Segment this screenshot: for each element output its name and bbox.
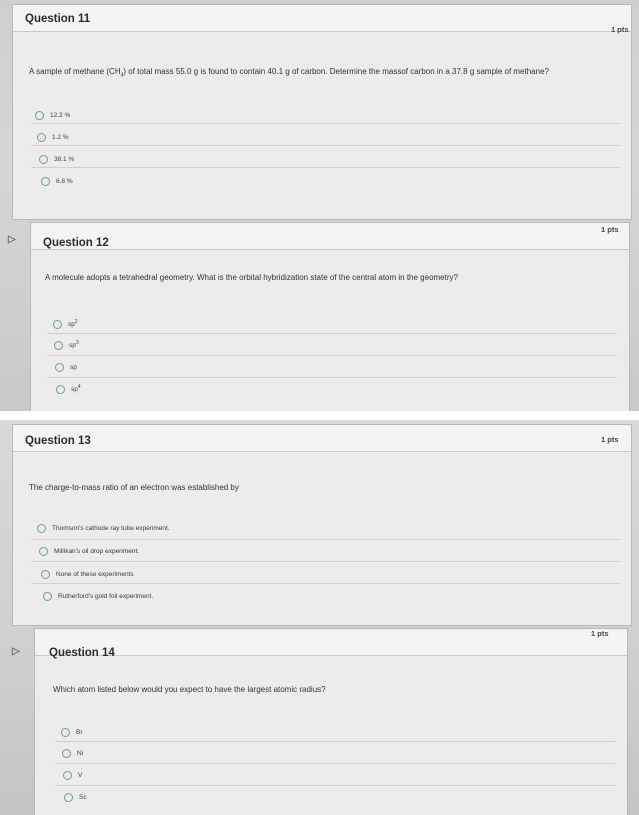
question-header bbox=[13, 425, 631, 452]
answer-option[interactable] bbox=[37, 521, 170, 535]
answer-option[interactable] bbox=[55, 360, 77, 374]
answer-label: $sp^2$ bbox=[68, 319, 78, 329]
radio-button[interactable] bbox=[41, 570, 50, 579]
answer-option[interactable] bbox=[56, 382, 81, 396]
question-text: The charge-to-mass ratio of an electron was established by bbox=[29, 483, 239, 492]
answer-option[interactable] bbox=[53, 317, 78, 331]
answer-label: 1.2 % bbox=[52, 133, 69, 141]
answer-option[interactable] bbox=[35, 108, 70, 122]
option-divider bbox=[31, 561, 621, 562]
question-header bbox=[35, 629, 627, 656]
question-title: Question 12 bbox=[43, 237, 109, 249]
answer-label: 38.1 % bbox=[54, 155, 75, 163]
radio-button[interactable] bbox=[56, 385, 65, 394]
answer-label: Sc bbox=[79, 793, 87, 801]
question-points: 1 pts bbox=[591, 629, 609, 638]
radio-button[interactable] bbox=[61, 728, 70, 737]
answer-label: Thomson's cathode ray tube experiment. bbox=[52, 524, 170, 532]
radio-button[interactable] bbox=[41, 177, 50, 186]
question-card-14 bbox=[34, 628, 628, 815]
answer-option[interactable] bbox=[64, 790, 87, 804]
radio-button[interactable] bbox=[64, 793, 73, 802]
option-divider bbox=[55, 785, 615, 786]
answer-option[interactable] bbox=[61, 725, 83, 739]
flag-icon[interactable]: ▷ bbox=[12, 646, 20, 657]
radio-button[interactable] bbox=[39, 155, 48, 164]
answer-label: 6.8 % bbox=[56, 177, 73, 185]
answer-option[interactable] bbox=[39, 152, 74, 166]
question-points: 1 pts bbox=[601, 435, 619, 444]
question-points: 1 pts bbox=[601, 225, 619, 234]
answer-option[interactable] bbox=[41, 174, 73, 188]
radio-button[interactable] bbox=[35, 111, 44, 120]
question-header bbox=[31, 223, 629, 250]
radio-button[interactable] bbox=[55, 363, 64, 372]
answer-label: None of these experiments bbox=[56, 570, 134, 578]
question-title: Question 11 bbox=[25, 13, 91, 25]
question-text: A molecule adopts a tetrahedral geometry. What is the orbital hybridization state of the central atom in the geometry? bbox=[45, 273, 458, 282]
option-divider bbox=[47, 377, 617, 378]
question-points: 1 pts bbox=[611, 25, 629, 34]
screenshot-photo-bottom bbox=[0, 420, 639, 815]
option-divider bbox=[31, 167, 621, 168]
question-card-11 bbox=[12, 4, 632, 220]
option-divider bbox=[47, 355, 617, 356]
answer-option[interactable] bbox=[62, 746, 83, 760]
option-divider bbox=[55, 763, 615, 764]
question-title: Question 14 bbox=[49, 647, 115, 659]
option-divider bbox=[31, 539, 621, 540]
question-header bbox=[13, 5, 631, 32]
flag-icon[interactable]: ▷ bbox=[8, 234, 16, 245]
answer-option[interactable] bbox=[37, 130, 69, 144]
radio-button[interactable] bbox=[37, 524, 46, 533]
option-divider bbox=[47, 333, 617, 334]
answer-option[interactable] bbox=[39, 544, 139, 558]
answer-label: $sp^3$ bbox=[69, 340, 79, 350]
answer-label: V bbox=[78, 771, 83, 779]
radio-button[interactable] bbox=[63, 771, 72, 780]
radio-button[interactable] bbox=[62, 749, 71, 758]
answer-label: Br bbox=[76, 728, 83, 736]
answer-option[interactable] bbox=[63, 768, 82, 782]
answer-label: $sp^4$ bbox=[71, 384, 81, 394]
question-card-12 bbox=[30, 222, 630, 411]
answer-label: Millikan's oil drop experiment. bbox=[54, 547, 140, 555]
radio-button[interactable] bbox=[39, 547, 48, 556]
answer-option[interactable] bbox=[43, 589, 153, 603]
answer-label: Rutherford's gold foil experiment. bbox=[58, 592, 154, 600]
answer-label: Ni bbox=[77, 749, 84, 757]
option-divider bbox=[31, 123, 621, 124]
option-divider bbox=[55, 741, 615, 742]
radio-button[interactable] bbox=[37, 133, 46, 142]
answer-label: sp bbox=[70, 364, 77, 372]
question-title: Question 13 bbox=[25, 435, 91, 447]
radio-button[interactable] bbox=[43, 592, 52, 601]
answer-option[interactable] bbox=[41, 567, 134, 581]
radio-button[interactable] bbox=[54, 341, 63, 350]
question-text: A sample of methane $(CH_4)$ of total mass 55.0 g is found to contain 40.1 g of carbon. Determine the massof carbon in a 37.8 g sample of methane? bbox=[29, 67, 549, 79]
question-card-13 bbox=[12, 424, 632, 626]
answer-option[interactable] bbox=[54, 338, 79, 352]
option-divider bbox=[31, 145, 621, 146]
radio-button[interactable] bbox=[53, 320, 62, 329]
answer-label: 12.2 % bbox=[50, 111, 71, 119]
option-divider bbox=[31, 583, 621, 584]
question-text: Which atom listed below would you expect to have the largest atomic radius? bbox=[53, 685, 326, 694]
